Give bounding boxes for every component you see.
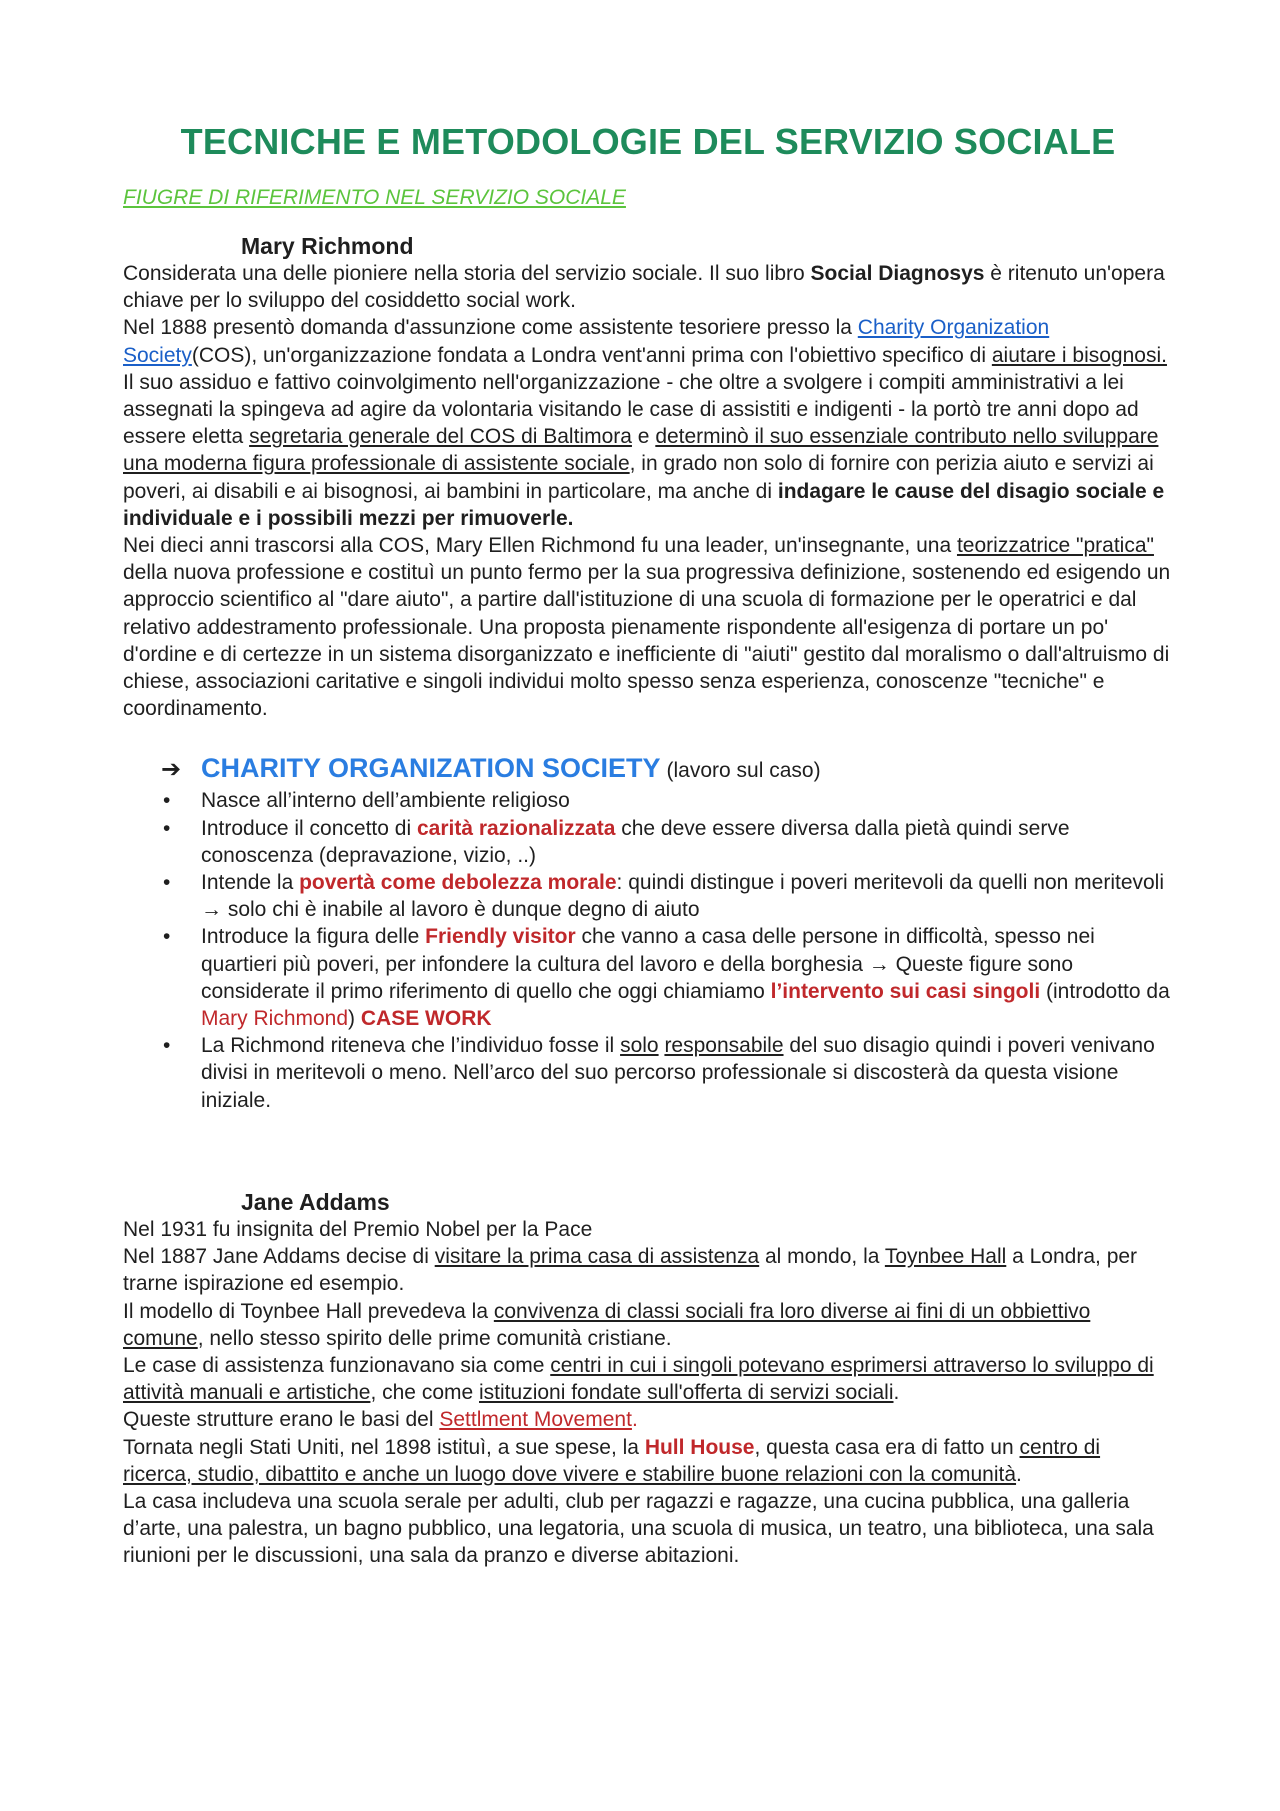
- underlined-text: centri in cui i singoli potevano esprimersi attraverso lo sviluppo di attività manuali e artistiche: [123, 1353, 1154, 1405]
- highlight-text: CASE WORK: [360, 1007, 492, 1031]
- underlined-text: convivenza di classi sociali fra loro diverse ai fini di un obbiettivo comune: [123, 1299, 1091, 1350]
- bullet-icon: •: [163, 1034, 171, 1058]
- addams-paragraph-7: La casa includeva una scuola serale per adulti, club per ragazzi e ragazze, una cucina pubblica, una galleria d’arte, una palestra, un bagno pubblico, una legatoria, una scuola di musica, un teatro, una biblioteca, una sala riunioni per le discussioni, una sala da pranzo e diverse abitazioni.: [123, 1489, 1154, 1568]
- addams-paragraph-4: [123, 1352, 1173, 1406]
- heading-jane-addams: Jane Addams: [241, 1188, 390, 1215]
- text: che vanno a casa delle persone in difficoltà, spesso nei quartieri più poveri, per infondere la cultura del lavoro e della borghesia → Queste figure sono considerate il primo riferimento di quello che oggi chiamiamo: [201, 925, 1095, 1003]
- text: Intende la: [201, 871, 300, 895]
- text: La Richmond riteneva che l’individuo fosse il: [201, 1034, 621, 1058]
- underlined-text: responsabile: [664, 1034, 784, 1058]
- bullet-icon: •: [163, 816, 171, 840]
- text: (introdotto da: [1040, 979, 1170, 1003]
- underlined-text: teorizzatrice "pratica": [956, 534, 1154, 558]
- text: che deve essere diversa dalla pietà quindi serve conoscenza (depravazione, vizio, ..): [201, 816, 1070, 867]
- list-item: [123, 923, 1173, 1032]
- underlined-text: istituzioni fondate sull'offerta di servizi sociali: [479, 1381, 894, 1405]
- list-item: [123, 815, 1173, 869]
- heading-mary-richmond: Mary Richmond: [241, 233, 414, 259]
- list-item: [123, 1032, 1173, 1114]
- text: Nel 1887 Jane Addams decise di: [123, 1245, 435, 1269]
- richmond-paragraph-3: [123, 369, 1173, 532]
- text: al mondo, la: [759, 1245, 885, 1269]
- text: Il suo assiduo e fattivo coinvolgimento nell'organizzazione - che oltre a svolgere i compiti amministrativi a lei assegnati la spingeva ad agire da volontaria visitando le case di assistiti e indigenti - la portò tre anni dopo ad essere eletta: [123, 370, 1139, 449]
- addams-paragraph-6: [123, 1434, 1173, 1488]
- text: Introduce il concetto di: [201, 816, 417, 840]
- text: ): [348, 1007, 361, 1031]
- text: , in grado non solo di fornire con perizia aiuto e servizi ai poveri, ai disabili e ai bisognosi, ai bambini in particolare, ma anche di: [123, 452, 1154, 503]
- text: , nello stesso spirito delle prime comunità cristiane.: [197, 1326, 672, 1350]
- document-title: TECNICHE E METODOLOGIE DEL SERVIZIO SOCIALE: [180, 121, 1116, 162]
- text: .: [1016, 1462, 1022, 1486]
- text: (COS), un'organizzazione fondata a Londra vent'anni prima con l'obiettivo specifico di: [191, 343, 992, 367]
- cos-link[interactable]: Charity Organization Society: [123, 316, 1050, 367]
- highlight-text: povertà come debolezza morale: [299, 871, 617, 895]
- cos-title: CHARITY ORGANIZATION SOCIETY: [201, 753, 661, 784]
- text: Introduce la figura delle: [201, 925, 426, 949]
- underlined-text: determinò il suo essenziale contributo nello sviluppare una moderna figura professionale di assistente sociale: [123, 425, 1159, 476]
- list-item: [123, 869, 1173, 923]
- cos-heading: [123, 752, 1173, 787]
- highlight-text: Mary Richmond: [201, 1007, 349, 1031]
- addams-paragraph-2: [123, 1243, 1173, 1297]
- highlight-text: Hull House: [644, 1435, 755, 1459]
- list-item: [123, 787, 1173, 814]
- highlight-text: l’intervento sui casi singoli: [770, 979, 1041, 1003]
- text: del suo disagio quindi i poveri venivano divisi in meritevoli o meno. Nell’arco del suo percorso professionale si discosterà da questa visione iniziale.: [201, 1034, 1155, 1112]
- richmond-paragraph-4: [123, 532, 1173, 722]
- text: Queste strutture erano le basi del: [123, 1408, 440, 1432]
- underlined-text: segretaria generale del COS di Baltimora: [249, 425, 632, 449]
- underlined-text: aiutare i bisognosi.: [991, 343, 1167, 367]
- text: Tornata negli Stati Uniti, nel 1898 istituì, a sue spese, la: [123, 1435, 645, 1459]
- spacer: [123, 1114, 1173, 1168]
- bullet-icon: •: [163, 871, 171, 895]
- underlined-text: Toynbee Hall: [884, 1245, 1007, 1269]
- text: Nei dieci anni trascorsi alla COS, Mary Ellen Richmond fu una leader, un'insegnante, una: [123, 534, 957, 558]
- richmond-paragraph-1: [123, 260, 1173, 314]
- text: è ritenuto un'opera chiave per lo sviluppo del cosiddetto social work.: [123, 262, 1165, 313]
- text: Nel 1888 presentò domanda d'assunzione come assistente tesoriere presso la: [123, 316, 858, 340]
- highlight-text: Settlment Movement: [439, 1408, 632, 1432]
- text: a Londra, per trarne ispirazione ed esempio.: [123, 1245, 1138, 1296]
- text: : quindi distingue i poveri meritevoli da quelli non meritevoli → solo chi è inabile al lavoro è dunque degno di aiuto: [201, 871, 1165, 922]
- text: , questa casa era di fatto un: [754, 1435, 1020, 1459]
- highlight-text: Friendly visitor: [425, 925, 576, 949]
- underlined-text: centro di ricerca, studio, dibattito e anche un luogo dove vivere e stabilire buone relazioni con la comunità: [123, 1435, 1101, 1486]
- text: Il modello di Toynbee Hall prevedeva la: [123, 1299, 494, 1323]
- addams-paragraph-5: [123, 1406, 1173, 1433]
- cos-bullet-list: [123, 787, 1173, 1113]
- bullet-icon: •: [163, 925, 171, 949]
- text: , che come: [370, 1381, 480, 1405]
- section-subtitle: FIUGRE DI RIFERIMENTO NEL SERVIZIO SOCIALE: [123, 186, 626, 209]
- richmond-paragraph-2: [123, 314, 1173, 368]
- text: e: [631, 425, 656, 449]
- addams-paragraph-1: Nel 1931 fu insignita del Premio Nobel per la Pace: [123, 1217, 593, 1241]
- book-title: Social Diagnosys: [810, 262, 985, 285]
- cos-note: (lavoro sul caso): [666, 759, 821, 783]
- bullet-icon: •: [163, 789, 171, 813]
- text: .: [631, 1408, 638, 1432]
- text: Considerata una delle pioniere nella storia del servizio sociale. Il suo libro: [123, 262, 811, 285]
- arrow-right-icon: ➔: [161, 756, 182, 784]
- bold-text: indagare le cause del disagio sociale e individuale e i possibili mezzi per rimuoverle.: [123, 479, 1165, 530]
- text: Nasce all’interno dell’ambiente religioso: [201, 789, 570, 813]
- underlined-text: visitare la prima casa di assistenza: [434, 1245, 760, 1269]
- addams-paragraph-3: [123, 1298, 1173, 1352]
- text: della nuova professione e costituì un punto fermo per la sua progressiva definizione, sostenendo ed esigendo un approccio scientifico al "dare aiuto", a partire dall'istituzione di una scuola di formazione per le operatrici e dal relativo addestramento professionale. Una proposta pienamente rispondente all'esigenza di portare un po' d'ordine e di certezze in un sistema disorganizzato e inefficiente di "aiuti" gestito dal moralismo o dall'altruismo di chiese, associazioni caritative e singoli individui molto spesso senza esperienza, conoscenze "tecniche" e coordinamento.: [123, 561, 1171, 721]
- text: .: [893, 1381, 900, 1405]
- document-page: [123, 118, 1173, 1570]
- text: Le case di assistenza funzionavano sia come: [123, 1353, 551, 1377]
- highlight-text: carità razionalizzata: [416, 816, 616, 840]
- underlined-text: solo: [620, 1034, 659, 1058]
